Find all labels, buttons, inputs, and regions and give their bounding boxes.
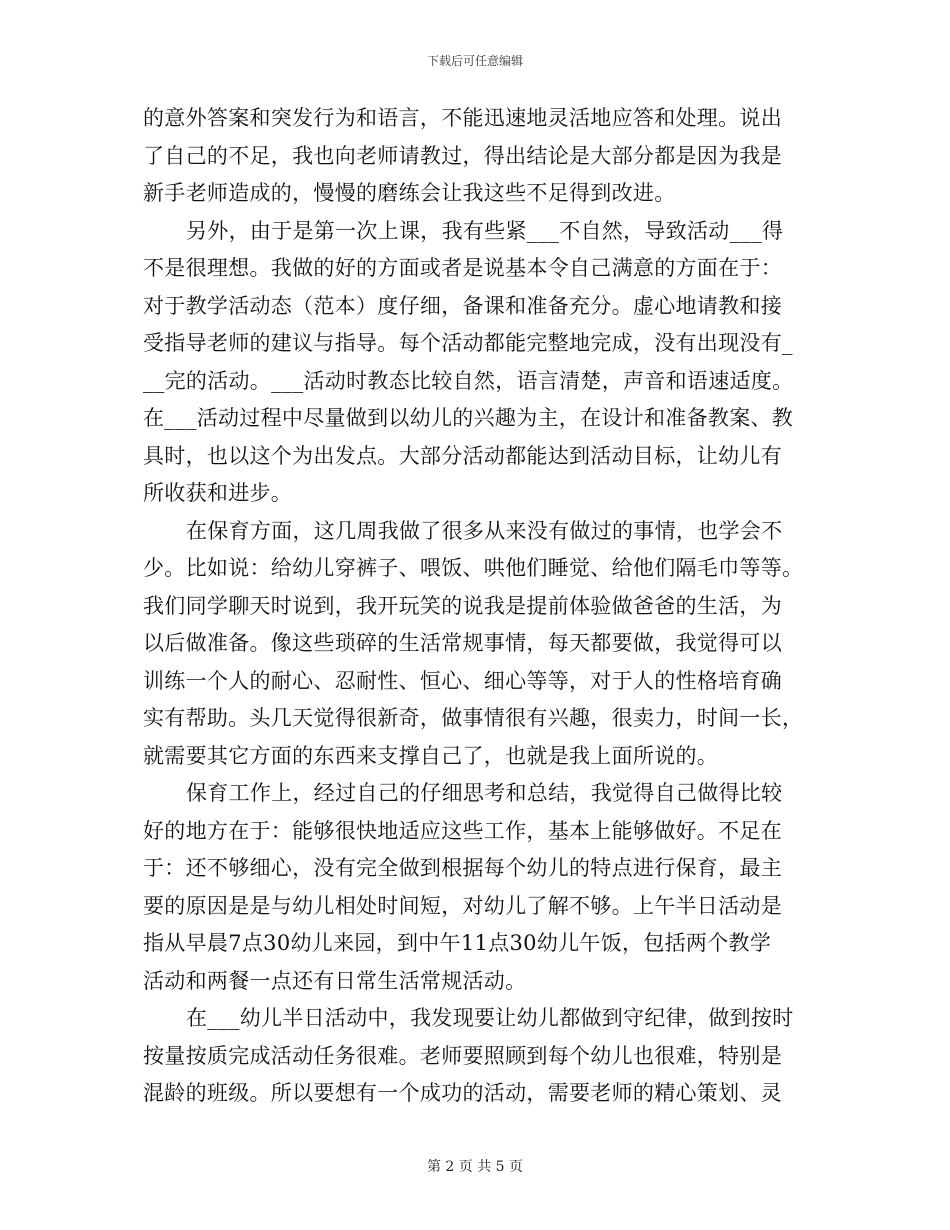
text-line: 受指导老师的建议与指导。每个活动都能完整地完成，没有出现没有_ — [143, 331, 793, 355]
text-line: 具时，也以这个为出发点。大部分活动都能达到活动目标，让幼儿有 — [143, 443, 782, 468]
text-line: 所收获和进步。 — [143, 481, 293, 505]
text-line: 在___活动过程中尽量做到以幼儿的兴趣为主，在设计和准备教案、教 — [143, 406, 794, 430]
text-line: 对于教学活动态（范本）度仔细，备课和准备充分。虚心地请教和接 — [143, 293, 782, 318]
page-header: 下载后可任意编辑 — [426, 54, 523, 68]
text-line: 新手老师造成的，慢慢的磨练会让我这些不足得到改进。 — [143, 181, 676, 205]
text-line: 实有帮助。头几天觉得很新奇，做事情很有兴趣，很卖力，时间一长， — [143, 706, 804, 730]
text-line: 按量按质完成活动任务很难。老师要照顾到每个幼儿也很难，特别是 — [143, 1043, 782, 1068]
text-line: 于：还不够细心，没有完全做到根据每个幼儿的特点进行保育，最主 — [143, 856, 782, 880]
paragraph-start-line: 在___幼儿半日活动中，我发现要让幼儿都做到守纪律，做到按时 — [186, 1006, 794, 1030]
text-line: 我们同学聊天时说到，我开玩笑的说我是提前体验做爸爸的生活，为 — [143, 593, 782, 618]
text-line: 要的原因是是与幼儿相处时间短，对幼儿了解不够。上午半日活动是 — [143, 893, 782, 918]
text-line: 活动和两餐一点还有日常生活常规活动。 — [143, 968, 527, 993]
text-line: 以后做准备。像这些琐碎的生活常规事情，每天都要做，我觉得可以 — [143, 631, 782, 655]
text-line: 的意外答案和突发行为和语言，不能迅速地灵活地应答和处理。说出 — [143, 106, 782, 130]
text-line: 少。比如说：给幼儿穿裤子、喂饭、哄他们睡觉、给他们隔毛巾等等。 — [143, 556, 804, 580]
text-line: 混龄的班级。所以要想有一个成功的活动，需要老师的精心策划、灵 — [143, 1081, 782, 1105]
paragraph-start-line: 另外，由于是第一次上课，我有些紧___不自然，导致活动___得 — [186, 218, 784, 243]
document-body — [143, 100, 813, 1113]
text-line: 不是很理想。我做的好的方面或者是说基本令自己满意的方面在于： — [143, 256, 782, 280]
text-line: 了自己的不足，我也向老师请教过，得出结论是大部分都是因为我是 — [143, 143, 782, 168]
paragraph-start-line: 保育工作上，经过自己的仔细思考和总结，我觉得自己做得比较 — [186, 781, 783, 805]
page-number: 第 2 页 共 5 页 — [426, 1159, 524, 1175]
text-line: 好的地方在于：能够很快地适应这些工作，基本上能够做好。不足在 — [143, 818, 782, 843]
text-line: 训练一个人的耐心、忍耐性、恒心、细心等等，对于人的性格培育确 — [143, 668, 782, 693]
text-line: 就需要其它方面的东西来支撑自己了，也就是我上面所说的。 — [143, 743, 719, 768]
text-line: 指从早晨7点30幼儿来园，到中午11点30幼儿午饭，包括两个教学 — [143, 931, 772, 955]
paragraph-start-line: 在保育方面，这几周我做了很多从来没有做过的事情，也学会不 — [186, 518, 783, 543]
text-line: __完的活动。___活动时教态比较自然，语言清楚，声音和语速适度。 — [143, 368, 794, 393]
